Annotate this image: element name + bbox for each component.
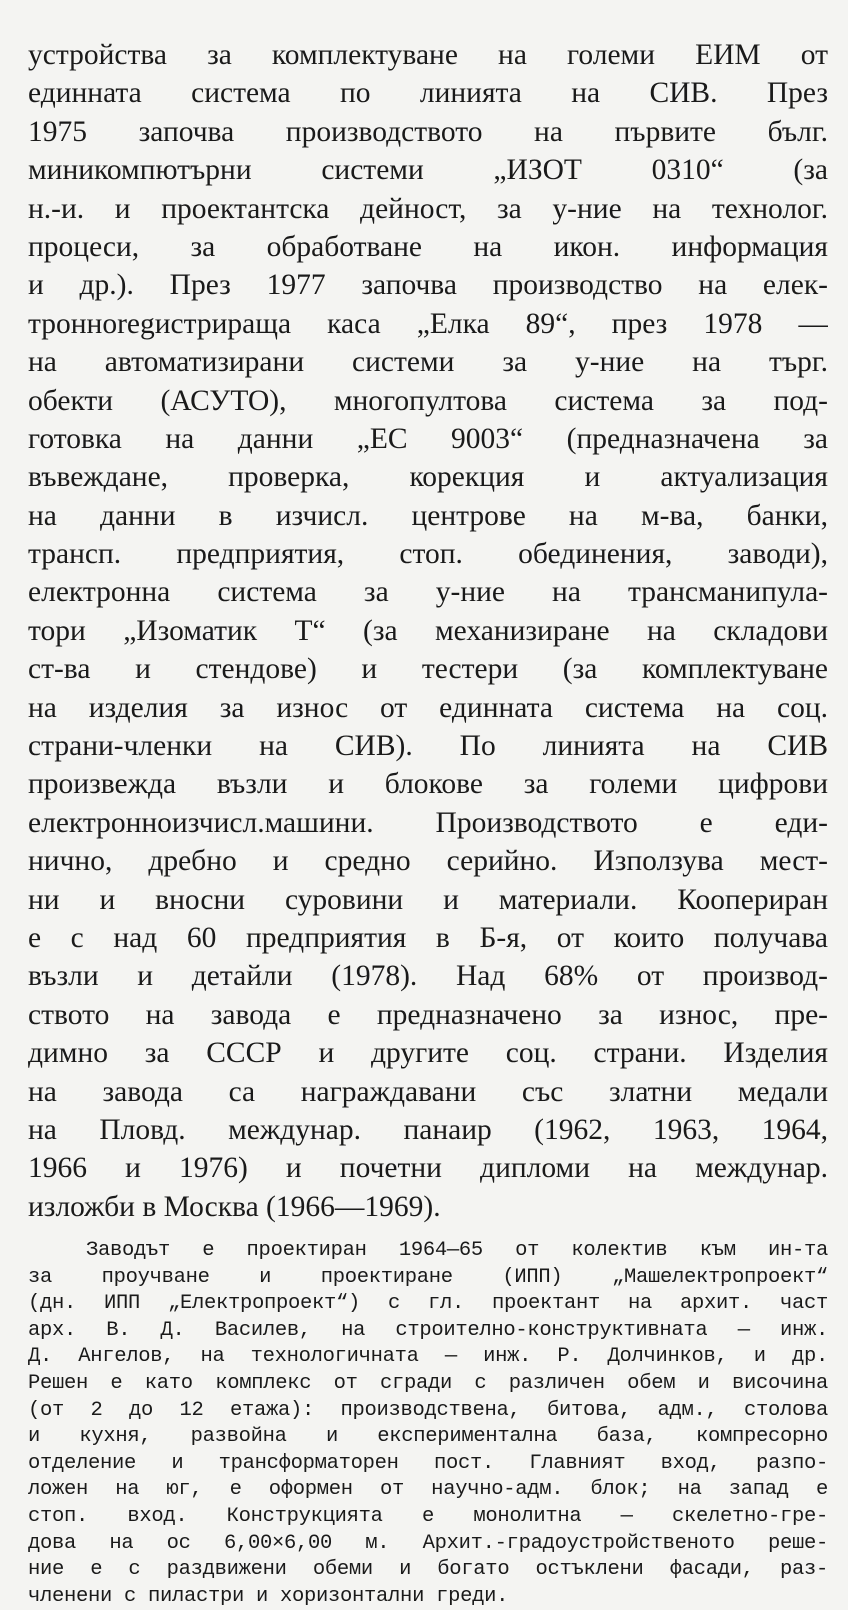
text-line: процеси, за обработване на икон. информация: [28, 230, 828, 263]
text-line: електронна система за у-ние на трансманипула-: [28, 576, 828, 609]
small-text-line: Заводът е проектиран 1964—65 от колектив към ин-та: [86, 1239, 828, 1263]
main-paragraph: [28, 36, 828, 1226]
text-line: е с над 60 предприятия в Б-я, от които получава: [28, 921, 828, 954]
small-text-line: Д. Ангелов, на технологичната — инж. Р. Долчинков, и др.: [28, 1345, 828, 1369]
small-text-line: Решен е като комплекс от сгради с различен обем и височина: [28, 1372, 828, 1396]
architecture-paragraph: [28, 1238, 828, 1610]
text-line: на Пловд. междунар. панаир (1962, 1963, 1964,: [28, 1113, 828, 1146]
text-line: единната система по линията на СИВ. През: [28, 77, 828, 110]
text-line: и др.). През 1977 започва производство на елек-: [28, 269, 828, 302]
text-line: н.-и. и проектантска дейност, за у-ние на технолог.: [28, 192, 828, 225]
small-text-line: членени с пиластри и хоризонтални греди.: [28, 1584, 509, 1608]
text-line: на автоматизирани системи за у-ние на търг.: [28, 346, 828, 379]
text-line: 1966 и 1976) и почетни дипломи на междунар.: [28, 1152, 828, 1185]
text-line: ст-ва и стендове) и тестери (за комплектуване: [28, 653, 828, 686]
document-page: [28, 36, 828, 1610]
small-text-line: ние е с раздвижени обеми и богато остъклени фасади, раз-: [28, 1558, 828, 1582]
text-line: обекти (АСУТО), многопултова система за под-: [28, 384, 828, 417]
small-text-line: и кухня, развойна и експериментална база, компресорно: [28, 1425, 828, 1449]
text-line: устройства за комплектуване на големи ЕИМ от: [28, 39, 828, 71]
text-line: тори „Изоматик Т“ (за механизиране на складови: [28, 614, 828, 647]
small-text-line: (от 2 до 12 етажа): производствена, битова, адм., столова: [28, 1398, 828, 1422]
text-line: ни и вносни суровини и материали. Коопериран: [28, 883, 828, 916]
text-line: възли и детайли (1978). Над 68% от производ-: [28, 960, 828, 993]
small-text-line: (дн. ИПП „Електропроект“) с гл. проектант на архит. част: [28, 1292, 828, 1316]
text-line: димно за СССР и другите соц. страни. Изделия: [28, 1037, 828, 1070]
text-line: 1975 започва производството на първите бълг.: [28, 115, 828, 148]
small-text-line: дова на ос 6,00×6,00 м. Архит.-градоустройственото реше-: [28, 1531, 828, 1555]
text-line: електронноизчисл.машини. Производството е еди-: [28, 806, 828, 839]
text-line: на завода са награждавани със златни медали: [28, 1075, 828, 1108]
text-line: въвеждане, проверка, корекция и актуализация: [28, 461, 828, 494]
text-line: изложби в Москва (1966—1969).: [28, 1190, 441, 1223]
small-text-line: за проучване и проектиране (ИПП) „Машелектропроект“: [28, 1265, 828, 1289]
text-line: миникомпютърни системи „ИЗОТ 0310“ (за: [28, 154, 828, 187]
text-line: на изделия за износ от единната система на соц.: [28, 691, 828, 724]
text-line: тронноregистрираща каса „Елка 89“, през 1978 —: [28, 307, 828, 340]
text-line: ството на завода е предназначено за износ, пре-: [28, 998, 828, 1031]
text-line: готовка на данни „ЕС 9003“ (предназначена за: [28, 422, 828, 455]
text-line: на данни в изчисл. центрове на м-ва, банки,: [28, 499, 828, 532]
text-line: нично, дребно и средно серийно. Използува мест-: [28, 845, 828, 878]
text-line: страни-членки на СИВ). По линията на СИВ: [28, 730, 828, 763]
small-text-line: ложен на юг, е оформен от научно-адм. блок; на запад е: [28, 1478, 828, 1502]
small-text-line: отделение и трансформаторен пост. Главният вход, разпо-: [28, 1451, 828, 1475]
text-line: произвежда възли и блокове за големи цифрови: [28, 768, 828, 801]
text-line: трансп. предприятия, стоп. обединения, заводи),: [28, 538, 828, 571]
small-text-line: арх. В. Д. Василев, на строително-конструктивната — инж.: [28, 1318, 828, 1342]
small-text-line: стоп. вход. Конструкцията е монолитна — скелетно-гре-: [28, 1505, 828, 1529]
